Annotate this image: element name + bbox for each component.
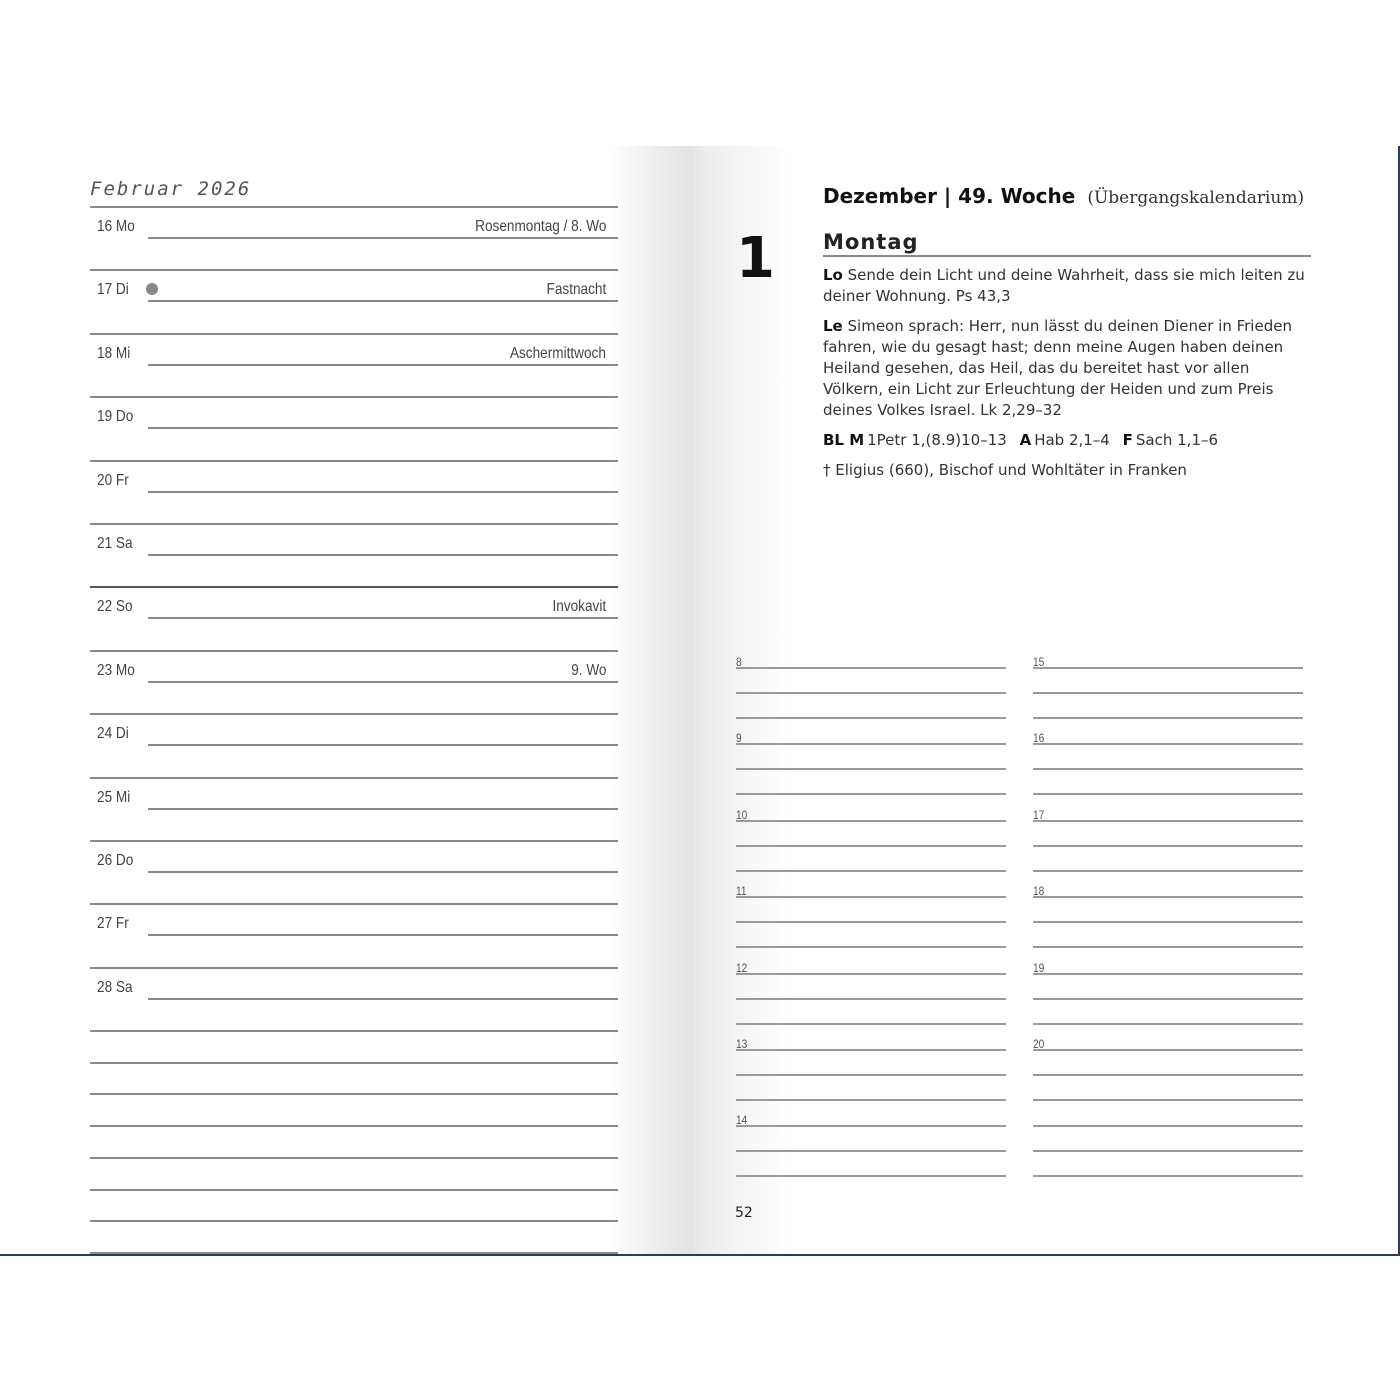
day-row[interactable]	[90, 967, 618, 1030]
hour-slot[interactable]	[736, 1109, 1006, 1185]
day-label: 20 Fr	[97, 471, 129, 489]
writing-line	[148, 998, 618, 1000]
hour-slot[interactable]	[1033, 957, 1303, 1033]
open-planner-book	[0, 146, 1400, 1256]
day-label: 21 Sa	[97, 534, 133, 552]
notes-line	[90, 1062, 618, 1094]
writing-line	[148, 617, 618, 619]
writing-line	[736, 692, 1006, 694]
day-note: Rosenmontag / 8. Wo	[474, 218, 606, 235]
hour-slot[interactable]	[1033, 1033, 1303, 1109]
day-label: 22 So	[97, 598, 133, 616]
writing-line	[1033, 998, 1303, 1000]
writing-line	[736, 1099, 1006, 1101]
writing-line	[736, 820, 1006, 822]
writing-line	[148, 934, 618, 936]
hour-label: 14	[736, 1113, 748, 1128]
day-number: 1	[736, 226, 775, 291]
writing-line	[1033, 667, 1303, 669]
writing-line	[148, 681, 618, 683]
day-row[interactable]	[90, 333, 618, 396]
writing-line	[148, 491, 618, 493]
day-row[interactable]	[90, 840, 618, 903]
writing-line	[1033, 845, 1303, 847]
day-note: Fastnacht	[546, 281, 606, 299]
writing-line	[148, 364, 618, 366]
notes-line	[90, 1220, 618, 1252]
hour-label: 16	[1033, 731, 1045, 746]
hour-slot[interactable]	[736, 651, 1006, 727]
reading-a-tag: A	[1019, 431, 1032, 449]
losung-tag: Lo	[823, 266, 843, 284]
writing-line	[736, 896, 1006, 898]
readings	[823, 430, 1305, 451]
day-note: Aschermittwoch	[510, 344, 606, 362]
writing-line	[736, 921, 1006, 923]
notes-line	[90, 1093, 618, 1125]
day-label: 16 Mo	[97, 218, 135, 235]
full-moon-icon	[146, 283, 158, 295]
day-label: 19 Do	[97, 408, 134, 426]
writing-line	[736, 973, 1006, 975]
notes-line	[90, 1125, 618, 1157]
writing-line	[736, 946, 1006, 948]
day-row[interactable]	[90, 269, 618, 332]
page-number: 52	[735, 1205, 753, 1221]
writing-line	[736, 717, 1006, 719]
day-row[interactable]	[90, 396, 618, 459]
hour-label: 13	[736, 1036, 748, 1051]
day-row[interactable]	[90, 713, 618, 776]
writing-line	[1033, 743, 1303, 745]
hour-slot[interactable]	[1033, 651, 1303, 727]
writing-line	[1033, 793, 1303, 795]
day-row[interactable]	[90, 206, 618, 269]
writing-line	[1033, 768, 1303, 770]
day-row[interactable]	[90, 460, 618, 523]
notes-line	[90, 1189, 618, 1221]
hour-slot[interactable]	[1033, 1109, 1303, 1185]
writing-line	[1033, 1074, 1303, 1076]
notes-line	[90, 1157, 618, 1189]
memorial-line: † Eligius (660), Bischof und Wohltäter in Franken	[823, 461, 1187, 479]
notes-line	[90, 1252, 618, 1254]
writing-line	[148, 554, 618, 556]
writing-line	[1033, 946, 1303, 948]
lehrtext-tag: Le	[823, 317, 843, 335]
writing-line	[736, 793, 1006, 795]
lehrtext-text: Simeon sprach: Herr, nun lässt du deinen Diener in Frieden fahren, wie du gesagt hast; denn meine Augen haben deinen Heiland gesehen, das Heil, das du bereitet hast vor allen Völkern, ein Licht zur Erleuchtung der Heiden und zum Preis deines Volkes Israel. Lk 2,29–32	[823, 317, 1292, 419]
writing-line	[1033, 870, 1303, 872]
writing-line	[736, 1150, 1006, 1152]
writing-line	[148, 871, 618, 873]
reading-bl-tag: BL M	[823, 431, 865, 449]
writing-line	[736, 1125, 1006, 1127]
writing-line	[736, 845, 1006, 847]
week-header	[823, 184, 1304, 208]
day-label: 18 Mi	[97, 344, 131, 362]
hour-slot[interactable]	[1033, 880, 1303, 956]
writing-line	[736, 998, 1006, 1000]
day-label: 27 Fr	[97, 915, 129, 933]
writing-line	[148, 808, 618, 810]
day-note: Invokavit	[552, 598, 606, 616]
hour-slot[interactable]	[736, 727, 1006, 803]
hour-slot[interactable]	[736, 880, 1006, 956]
hour-label: 17	[1033, 807, 1045, 822]
day-row[interactable]	[90, 777, 618, 840]
hour-column-left	[736, 651, 1006, 1186]
hour-column-right	[1033, 651, 1303, 1186]
daily-texts	[823, 265, 1305, 490]
day-note: 9. Wo	[570, 661, 606, 679]
writing-line	[736, 870, 1006, 872]
writing-line	[1033, 692, 1303, 694]
writing-line	[148, 237, 618, 239]
reading-a-text: Hab 2,1–4	[1034, 431, 1110, 449]
writing-line	[1033, 1023, 1303, 1025]
writing-line	[148, 300, 618, 302]
writing-line	[1033, 896, 1303, 898]
day-label: 17 Di	[97, 281, 129, 299]
hour-slot[interactable]	[736, 804, 1006, 880]
lehrtext	[823, 316, 1305, 421]
left-page	[90, 206, 618, 1236]
reading-f-tag: F	[1122, 431, 1133, 449]
writing-line	[1033, 921, 1303, 923]
day-row[interactable]	[90, 523, 618, 586]
day-label: 24 Di	[97, 725, 129, 743]
weekday-title: Montag	[823, 230, 1311, 257]
writing-line	[148, 744, 618, 746]
hour-label: 9	[736, 731, 742, 746]
hour-slot[interactable]	[1033, 804, 1303, 880]
losung-text: Sende dein Licht und deine Wahrheit, dass sie mich leiten zu deiner Wohnung. Ps 43,3	[823, 266, 1305, 305]
writing-line	[736, 1175, 1006, 1177]
writing-line	[148, 427, 618, 429]
writing-line	[736, 768, 1006, 770]
writing-line	[1033, 717, 1303, 719]
hour-slot[interactable]	[736, 957, 1006, 1033]
writing-line	[1033, 973, 1303, 975]
hour-label: 20	[1033, 1036, 1045, 1051]
writing-line	[1033, 1049, 1303, 1051]
writing-line	[1033, 1099, 1303, 1101]
hour-label: 15	[1033, 655, 1045, 669]
notes-line	[90, 1030, 618, 1062]
writing-line	[736, 1074, 1006, 1076]
writing-line	[1033, 820, 1303, 822]
writing-line	[736, 1049, 1006, 1051]
hour-slot[interactable]	[1033, 727, 1303, 803]
hour-slot[interactable]	[736, 1033, 1006, 1109]
month-title: Februar 2026	[90, 178, 252, 200]
writing-line	[736, 1023, 1006, 1025]
hour-label: 12	[736, 960, 748, 975]
writing-line	[1033, 1175, 1303, 1177]
writing-line	[1033, 1125, 1303, 1127]
reading-f-text: Sach 1,1–6	[1135, 431, 1219, 449]
week-header-subtitle: (Übergangskalendarium)	[1087, 188, 1305, 208]
hour-label: 10	[736, 807, 748, 822]
hour-label: 18	[1033, 884, 1045, 899]
losung	[823, 265, 1305, 307]
hour-label: 11	[736, 884, 747, 899]
hour-label: 19	[1033, 960, 1045, 975]
day-label: 25 Mi	[97, 788, 131, 806]
day-label: 23 Mo	[97, 661, 135, 679]
writing-line	[736, 667, 1006, 669]
week-header-title: Dezember | 49. Woche	[823, 184, 1076, 208]
day-row[interactable]	[90, 903, 618, 966]
writing-line	[736, 743, 1006, 745]
day-label: 26 Do	[97, 851, 134, 869]
day-row[interactable]	[90, 586, 618, 649]
day-label: 28 Sa	[97, 978, 133, 996]
writing-line	[1033, 1150, 1303, 1152]
day-row[interactable]	[90, 650, 618, 713]
reading-bl-text: 1Petr 1,(8.9)10–13	[867, 431, 1007, 449]
hour-label: 8	[736, 655, 742, 669]
